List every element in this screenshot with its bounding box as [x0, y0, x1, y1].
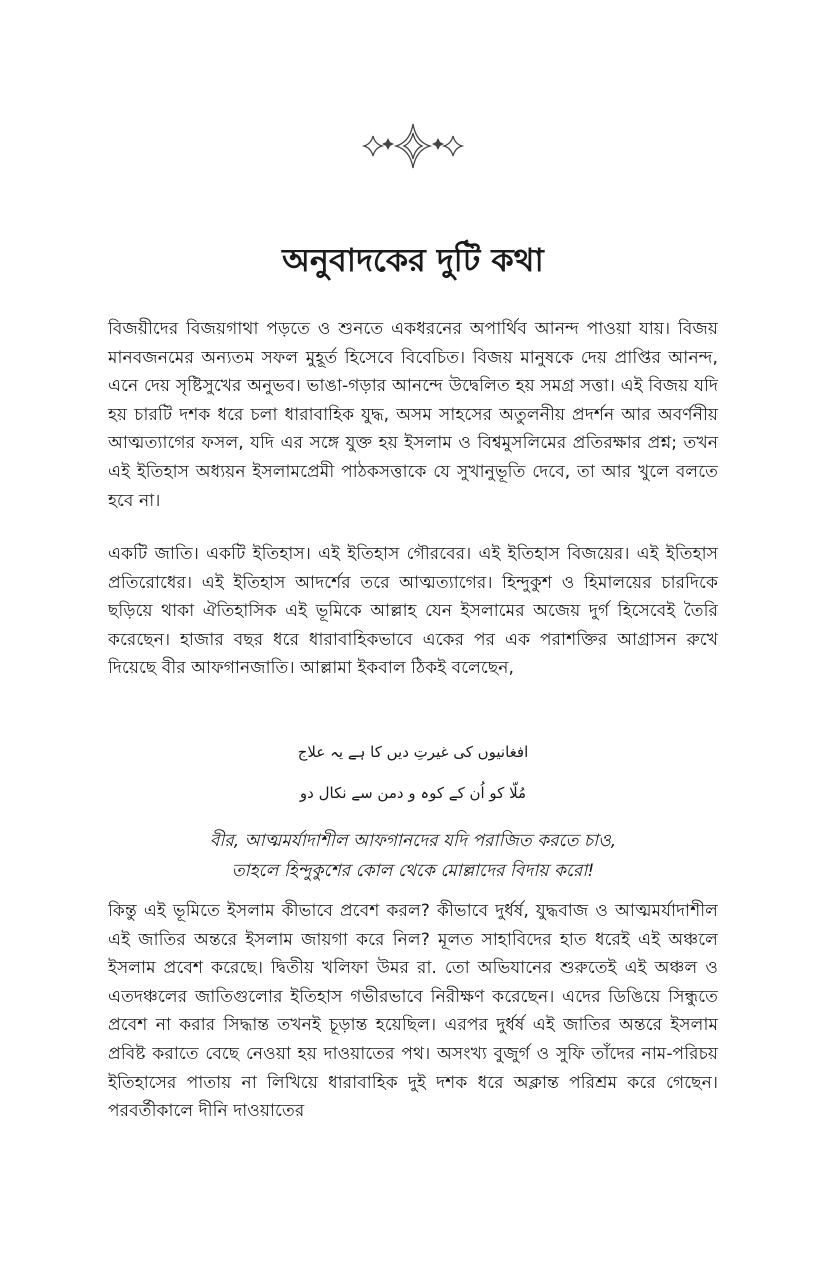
diamond-star-ornament-icon — [360, 120, 466, 172]
poem-translation-line-1: বীর, আত্মমর্যাদাশীল আফগানদের যদি পরাজিত করতে চাও, — [209, 831, 617, 851]
poem-urdu-line-1: افغانیوں کی غیرتِ دیں کا ہے یہ علاج — [297, 743, 529, 761]
paragraph-2: একটি জাতি। একটি ইতিহাস। এই ইতিহাস গৌরবের। এই ইতিহাস বিজয়ের। এই ইতিহাস প্রতিরোধের। এই ইতিহাস আদর্শের তরে আত্মত্যাগের। হিন্দুকুশ ও হিমালয়ের চারদিকে ছড়িয়ে থাকা ঐতিহাসিক এই ভূমিকে আল্লাহ যেন ইসলামের অজেয় দুর্গ হিসেবেই তৈরি করেছেন। হাজার বছর ধরে ধারাবাহিকভাবে একের পর এক পরাশক্তির আগ্রাসন রুখে দিয়েছে বীর আফগানজাতি। আল্লামা ইকবাল ঠিকই বলেছেন, — [108, 544, 718, 679]
poem-translation-line-2: তাহলে হিন্দুকুশের কোল থেকে মোল্লাদের বিদায় করো! — [231, 861, 595, 881]
poem-urdu-line-2: مُلّا کو اُن کے کوہ و دمن سے نکال دو — [299, 784, 527, 802]
chapter-title: অনুবাদকের দুটি কথা — [282, 241, 544, 279]
paragraph-1: বিজয়ীদের বিজয়গাথা পড়তে ও শুনতে একধরনের অপার্থিব আনন্দ পাওয়া যায়। বিজয় মানবজনমের অন্যতম সফল মুহূর্ত হিসেবে বিবেচিত। বিজয় মানুষকে দেয় প্রাপ্তির আনন্দ, এনে দেয় সৃষ্টিসুখের অনুভব। ভাঙা-গড়ার আনন্দে উদ্বেলিত হয় সমগ্র সত্তা। এই বিজয় যদি হয় চারটি দশক ধরে চলা ধারাবাহিক যুদ্ধ, অসম সাহসের অতুলনীয় প্রদর্শন আর অবর্ণনীয় আত্মত্যাগের ফসল, যদি এর সঙ্গে যুক্ত হয় ইসলাম ও বিশ্বমুসলিমের প্রতিরক্ষার প্রশ্ন; তখন এই ইতিহাস অধ্যয়ন ইসলামপ্রেমী পাঠকসত্তাকে যে সুখানুভূতি দেবে, তা আর খুলে বলতে হবে না। — [108, 319, 718, 511]
paragraph-3: কিন্তু এই ভূমিতে ইসলাম কীভাবে প্রবেশ করল? কীভাবে দুর্ধর্ষ, যুদ্ধবাজ ও আত্মমর্যাদাশীল এই জাতির অন্তরে ইসলাম জায়গা করে নিল? মূলত সাহাবিদের হাত ধরেই এই অঞ্চলে ইসলাম প্রবেশ করেছে। দ্বিতীয় খলিফা উমর রা. তো অভিযানের শুরুতেই এই অঞ্চল ও এতদঞ্চলের জাতিগুলোর ইতিহাস গভীরভাবে নিরীক্ষণ করেছেন। এদের ডিঙিয়ে সিন্ধুতে প্রবেশ না করার সিদ্ধান্ত তখনই চূড়ান্ত হয়েছিল। এরপর দুর্ধর্ষ এই জাতির অন্তরে ইসলাম প্রবিষ্ট করাতে বেছে নেওয়া হয় দাওয়াতের পথ। অসংখ্য বুজুর্গ ও সুফি তাঁদের নাম-পরিচয় ইতিহাসের পাতায় না লিখিয়ে ধারাবাহিক দুই দশক ধরে অক্লান্ত পরিশ্রম করে গেছেন। পরবর্তীকালে দীনি দাওয়াতের — [108, 901, 718, 1122]
